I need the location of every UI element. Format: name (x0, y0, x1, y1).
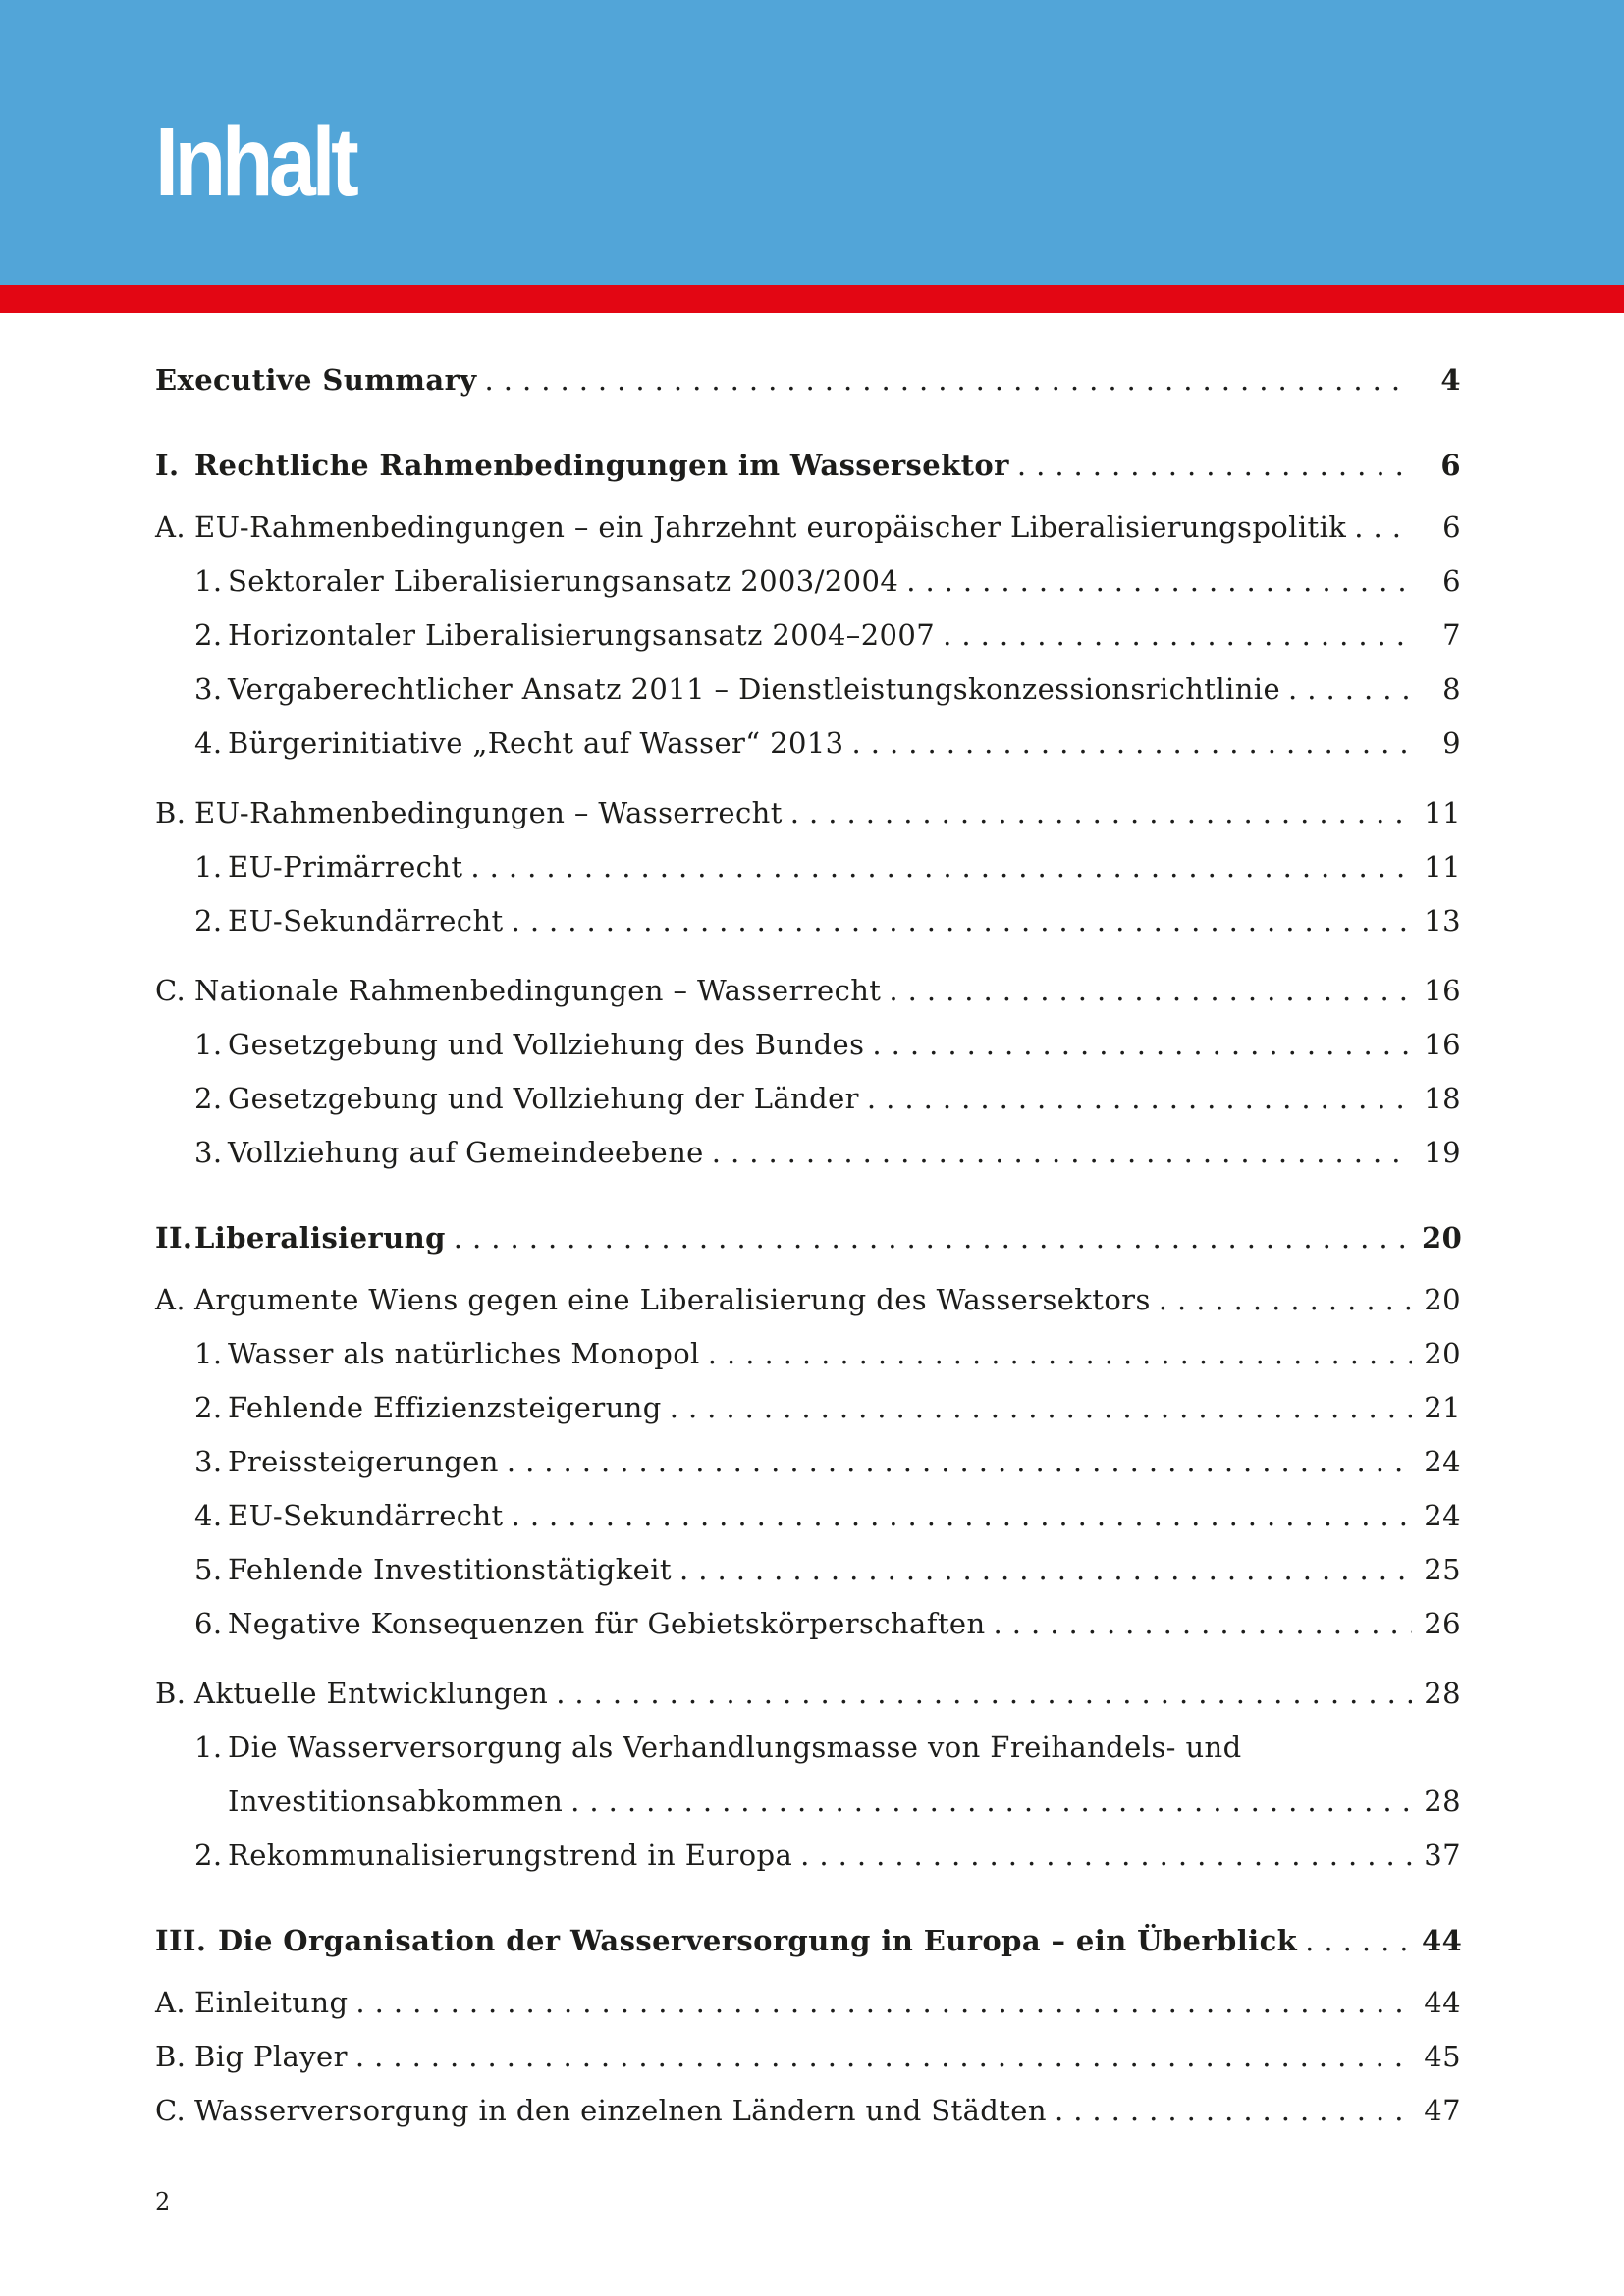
toc-page: 20 (1422, 1221, 1463, 1255)
toc-title: Investitionsabkommen (228, 1785, 564, 1818)
toc-page: 6 (1442, 510, 1461, 544)
toc-title: Gesetzgebung und Vollziehung der Länder (228, 1082, 859, 1115)
toc-number: II. (155, 1221, 193, 1255)
toc-leader (1305, 1914, 1412, 1968)
toc-entry-section-2b1[interactable] (155, 1721, 1461, 1775)
toc-number: 1. (194, 1731, 223, 1764)
toc-entry-section-1a2[interactable] (155, 609, 1461, 663)
toc-leader (852, 717, 1412, 771)
toc-number: 3. (194, 672, 223, 706)
toc-number: C. (155, 974, 187, 1007)
toc-page: 24 (1424, 1445, 1461, 1478)
toc-page: 28 (1424, 1785, 1461, 1818)
toc-leader (800, 1829, 1412, 1883)
toc-leader (1159, 1273, 1412, 1327)
toc-page: 11 (1424, 850, 1461, 883)
toc-number: B. (155, 796, 187, 829)
toc-number: 4. (194, 726, 223, 760)
toc-leader (906, 555, 1412, 609)
toc-page: 47 (1424, 2094, 1461, 2127)
toc-entry-section-1b2[interactable] (155, 894, 1461, 948)
toc-leader (867, 1072, 1412, 1126)
toc-number: 2. (194, 1391, 223, 1424)
toc-leader (485, 353, 1412, 407)
toc-page: 7 (1442, 618, 1461, 652)
toc-page: 28 (1424, 1677, 1461, 1710)
toc-title: Rekommunalisierungstrend in Europa (228, 1839, 793, 1872)
toc-leader (708, 1327, 1412, 1381)
toc-page: 44 (1424, 1986, 1461, 2019)
toc-title: Liberalisierung (194, 1221, 446, 1255)
toc-entry-section-3[interactable] (155, 1914, 1461, 1968)
toc-title: Executive Summary (155, 363, 477, 397)
toc-leader (994, 1597, 1412, 1651)
toc-title: Big Player (194, 2040, 348, 2073)
toc-entry-section-3a[interactable] (155, 1976, 1461, 2030)
toc-number: A. (155, 510, 186, 544)
toc-number: 2. (194, 1839, 223, 1872)
toc-number: 6. (194, 1607, 223, 1640)
toc-entry-section-2a2[interactable] (155, 1381, 1461, 1435)
toc-page: 19 (1424, 1136, 1461, 1169)
toc-leader (1288, 663, 1412, 717)
toc-number: 5. (194, 1553, 223, 1586)
toc-page: 6 (1440, 449, 1461, 482)
toc-title: Vollziehung auf Gemeindeebene (228, 1136, 704, 1169)
toc-entry-section-2a4[interactable] (155, 1489, 1461, 1543)
toc-leader (679, 1543, 1412, 1597)
toc-page: 18 (1424, 1082, 1461, 1115)
toc-title: Einleitung (194, 1986, 349, 2019)
toc-page: 44 (1422, 1924, 1463, 1957)
toc-page: 37 (1424, 1839, 1461, 1872)
toc-title: Die Organisation der Wasserversorgung in Europa – ein Überblick (218, 1924, 1298, 1957)
toc-entry-section-1c2[interactable] (155, 1072, 1461, 1126)
toc-entry-section-2b1-continued[interactable] (155, 1775, 1461, 1829)
toc-leader (943, 609, 1412, 663)
toc-number: B. (155, 1677, 187, 1710)
toc-page: 9 (1442, 726, 1461, 760)
toc-title: Wasserversorgung in den einzelnen Ländern und Städten (194, 2094, 1047, 2127)
toc-number: 4. (194, 1499, 223, 1532)
toc-title: Argumente Wiens gegen eine Liberalisierung des Wassersektors (194, 1283, 1151, 1316)
toc-leader (355, 2030, 1412, 2084)
toc-entry-section-1c[interactable] (155, 964, 1461, 1018)
toc-title: EU-Rahmenbedingungen – Wasserrecht (194, 796, 783, 829)
toc-page: 16 (1424, 974, 1461, 1007)
toc-entry-section-2a1[interactable] (155, 1327, 1461, 1381)
toc-number: A. (155, 1283, 186, 1316)
toc-page: 26 (1424, 1607, 1461, 1640)
toc-number: 2. (194, 1082, 223, 1115)
toc-leader (512, 1489, 1412, 1543)
toc-leader (507, 1435, 1412, 1489)
toc-leader (454, 1211, 1412, 1265)
toc-page: 21 (1424, 1391, 1461, 1424)
toc-leader (470, 840, 1412, 894)
toc-page: 24 (1424, 1499, 1461, 1532)
toc-number: 1. (194, 1028, 223, 1061)
toc-entry-section-2a3[interactable] (155, 1435, 1461, 1489)
toc-page: 20 (1424, 1337, 1461, 1370)
toc-entry-executive-summary[interactable] (155, 353, 1461, 407)
header-banner (0, 0, 1624, 285)
toc-page: 13 (1424, 904, 1461, 937)
toc-title: EU-Primärrecht (228, 850, 463, 883)
toc-entry-section-3c[interactable] (155, 2084, 1461, 2138)
toc-entry-section-1b1[interactable] (155, 840, 1461, 894)
toc-entry-section-1c1[interactable] (155, 1018, 1461, 1072)
toc-leader (889, 964, 1412, 1018)
toc-number: III. (155, 1924, 207, 1957)
toc-leader (670, 1381, 1412, 1435)
page-title: Inhalt (155, 107, 355, 217)
toc-entry-section-1a3[interactable] (155, 663, 1461, 717)
toc-page: 25 (1424, 1553, 1461, 1586)
toc-title: Aktuelle Entwicklungen (194, 1677, 549, 1710)
toc-leader (570, 1775, 1412, 1829)
toc-entry-section-2b[interactable] (155, 1667, 1461, 1721)
toc-number: 2. (194, 618, 223, 652)
toc-title: Fehlende Investitionstätigkeit (228, 1553, 672, 1586)
toc-entry-section-2a6[interactable] (155, 1597, 1461, 1651)
toc-title: Bürgerinitiative „Recht auf Wasser“ 2013 (228, 726, 844, 760)
toc-title: Negative Konsequenzen für Gebietskörperschaften (228, 1607, 986, 1640)
toc-leader (790, 786, 1412, 840)
toc-leader (712, 1126, 1412, 1180)
toc-entry-section-2a[interactable] (155, 1273, 1461, 1327)
toc-entry-section-1c3[interactable] (155, 1126, 1461, 1180)
toc-title: EU-Sekundärrecht (228, 904, 504, 937)
toc-title: Fehlende Effizienzsteigerung (228, 1391, 662, 1424)
toc-entry-section-2b2[interactable] (155, 1829, 1461, 1883)
toc-entry-section-1a4[interactable] (155, 717, 1461, 771)
toc-title: Die Wasserversorgung als Verhandlungsmasse von Freihandels- und (228, 1731, 1242, 1764)
toc-title: Sektoraler Liberalisierungsansatz 2003/2004 (228, 564, 899, 598)
toc-title: Rechtliche Rahmenbedingungen im Wassersektor (194, 449, 1009, 482)
table-of-contents (155, 353, 1461, 2138)
toc-title: Horizontaler Liberalisierungsansatz 2004–2007 (228, 618, 936, 652)
toc-page: 16 (1424, 1028, 1461, 1061)
toc-number: C. (155, 2094, 187, 2127)
toc-entry-section-3b[interactable] (155, 2030, 1461, 2084)
toc-entry-section-1a[interactable] (155, 501, 1461, 555)
toc-number: 2. (194, 904, 223, 937)
toc-page: 20 (1424, 1283, 1461, 1316)
toc-entry-section-1[interactable] (155, 439, 1461, 493)
toc-number: 1. (194, 564, 223, 598)
toc-entry-section-2a5[interactable] (155, 1543, 1461, 1597)
toc-number: 1. (194, 850, 223, 883)
toc-number: 3. (194, 1136, 223, 1169)
toc-page: 6 (1442, 564, 1461, 598)
toc-number: A. (155, 1986, 186, 2019)
toc-page: 45 (1424, 2040, 1461, 2073)
toc-title: Wasser als natürliches Monopol (228, 1337, 700, 1370)
toc-leader (1017, 439, 1412, 493)
toc-number: 3. (194, 1445, 223, 1478)
toc-leader (1354, 501, 1412, 555)
toc-number: I. (155, 449, 180, 482)
toc-title: Nationale Rahmenbedingungen – Wasserrecht (194, 974, 882, 1007)
toc-title: Gesetzgebung und Vollziehung des Bundes (228, 1028, 865, 1061)
toc-entry-section-1b[interactable] (155, 786, 1461, 840)
toc-leader (872, 1018, 1412, 1072)
toc-number: 1. (194, 1337, 223, 1370)
toc-number: B. (155, 2040, 187, 2073)
toc-leader (556, 1667, 1412, 1721)
toc-entry-section-2[interactable] (155, 1211, 1461, 1265)
toc-title: Preissteigerungen (228, 1445, 499, 1478)
toc-entry-section-1a1[interactable] (155, 555, 1461, 609)
toc-leader (1055, 2084, 1412, 2138)
toc-title: EU-Sekundärrecht (228, 1499, 504, 1532)
toc-page: 8 (1442, 672, 1461, 706)
accent-bar (0, 285, 1624, 313)
toc-page: 11 (1424, 796, 1461, 829)
toc-page: 4 (1440, 363, 1461, 397)
page-number: 2 (155, 2188, 171, 2216)
toc-title: EU-Rahmenbedingungen – ein Jahrzehnt europäischer Liberalisierungspolitik (194, 510, 1347, 544)
toc-title: Vergaberechtlicher Ansatz 2011 – Dienstleistungskonzessionsrichtlinie (228, 672, 1281, 706)
toc-leader (355, 1976, 1412, 2030)
toc-leader (512, 894, 1412, 948)
